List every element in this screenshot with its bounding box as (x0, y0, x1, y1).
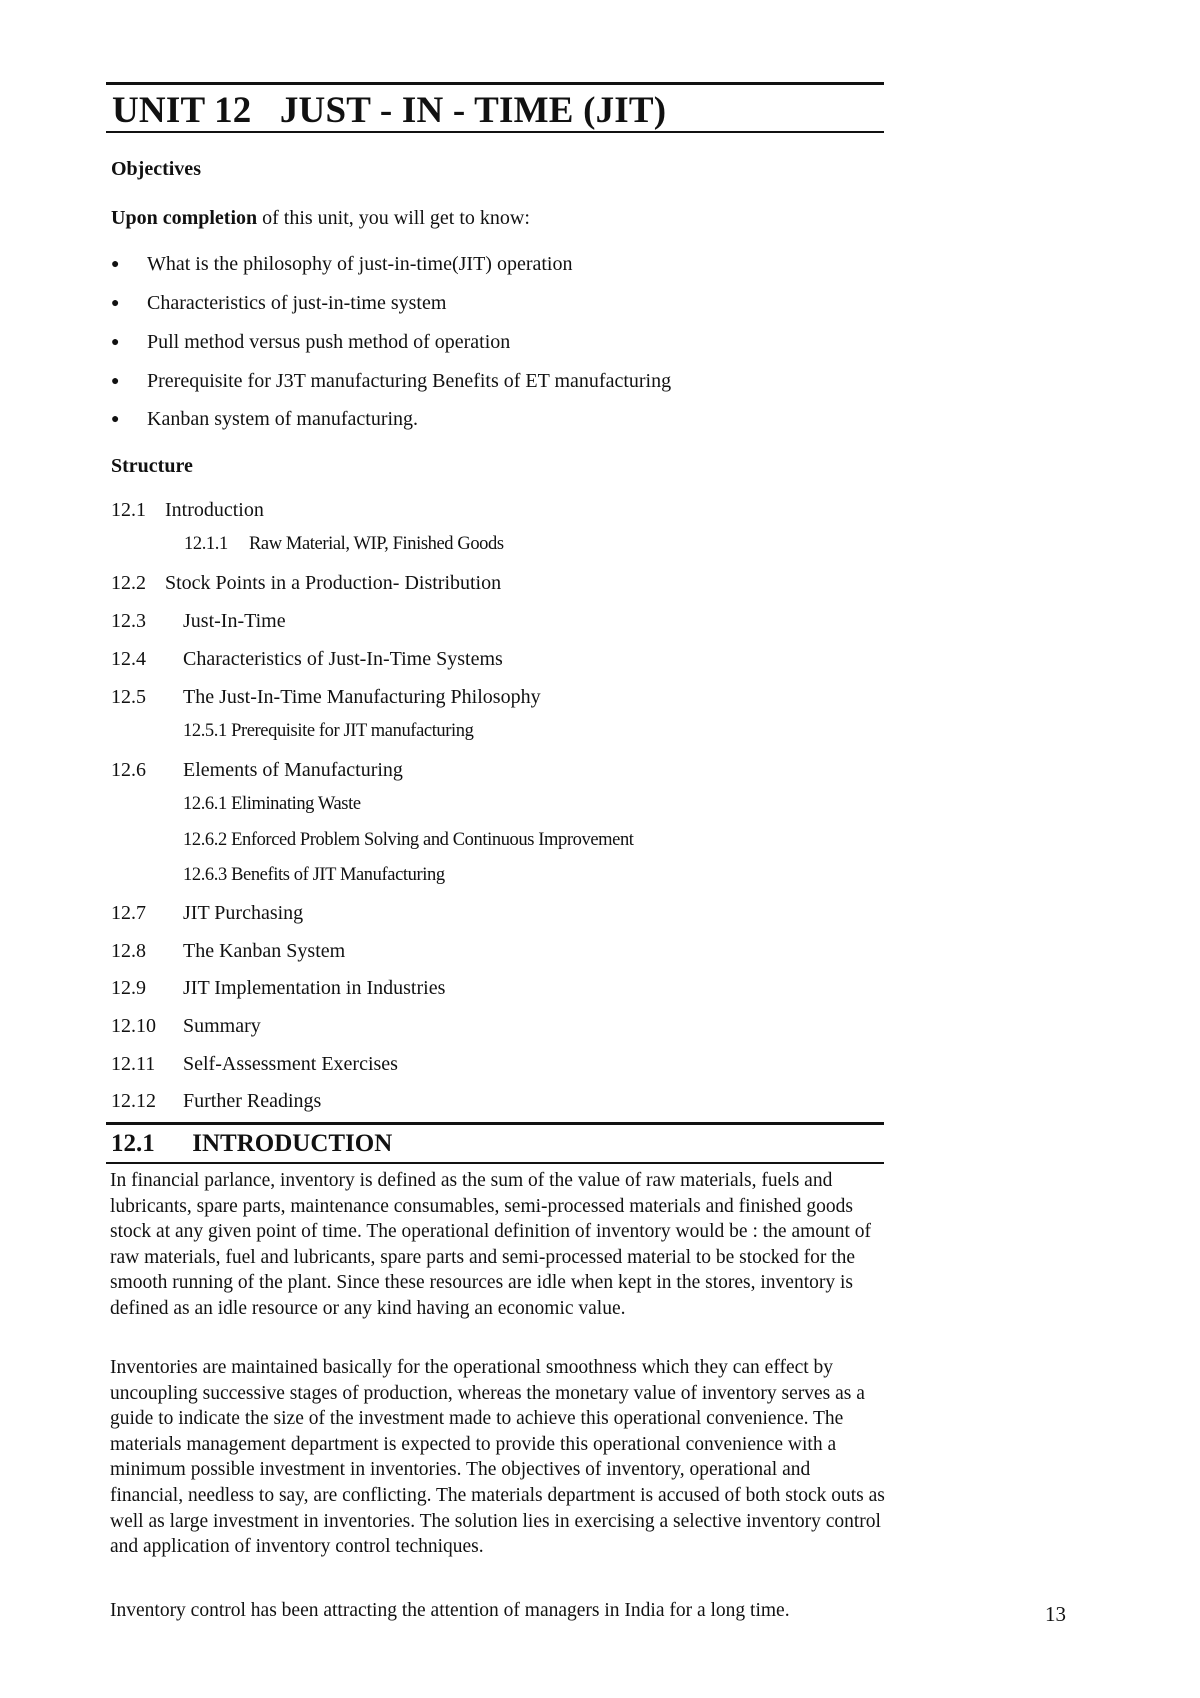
toc-entry (111, 1053, 398, 1076)
toc-subentry: 12.6.1 Eliminating Waste (183, 794, 361, 814)
toc-subentry: 12.6.2 Enforced Problem Solving and Continuous Improvement (183, 830, 634, 850)
toc-number: 12.3 (111, 610, 146, 632)
toc-title: Stock Points in a Production- Distribution (165, 572, 502, 594)
toc-entry (111, 686, 541, 709)
toc-title: Characteristics of Just-In-Time Systems (183, 648, 503, 670)
bullet-icon: ● (111, 257, 120, 272)
structure-heading: Structure (111, 455, 193, 477)
toc-entry (111, 610, 286, 633)
toc-number: 12.9 (111, 977, 146, 999)
bullet-icon: ● (111, 412, 120, 427)
toc-number: 12.11 (111, 1053, 156, 1075)
bullet-icon: ● (111, 335, 120, 350)
unit-title: UNIT 12 JUST - IN - TIME (JIT) (112, 90, 667, 131)
objective-text: Prerequisite for J3T manufacturing Benefits of ET manufacturing (147, 370, 672, 392)
section-bottom-rule (106, 1162, 884, 1164)
toc-title: Elements of Manufacturing (183, 759, 403, 781)
toc-entry (111, 1090, 321, 1113)
toc-title: Self-Assessment Exercises (183, 1053, 398, 1075)
toc-title: Further Readings (183, 1090, 322, 1112)
objective-item (111, 292, 446, 316)
toc-title: JIT Implementation in Industries (183, 977, 446, 999)
toc-title: JIT Purchasing (183, 902, 304, 924)
bullet-icon: ● (111, 374, 120, 389)
objective-item (111, 408, 418, 432)
objective-text: Pull method versus push method of operation (147, 331, 511, 353)
toc-title: Introduction (165, 499, 264, 521)
toc-number: 12.1 (111, 499, 146, 521)
toc-number: 12.7 (111, 902, 146, 924)
objective-text: What is the philosophy of just-in-time(JIT) operation (147, 253, 573, 275)
toc-entry (111, 499, 264, 522)
section-heading: 12.1 INTRODUCTION (111, 1130, 393, 1157)
title-top-rule (106, 82, 884, 85)
body-paragraph: Inventories are maintained basically for the operational smoothness which they can effect by uncoupling successive stages of production, whereas the monetary value of inventory serves as a guide to indicate the size of the investment made to achieve this operational convenience. The materials management department is expected to provide this operational convenience with a minimum possible investment in inventories. The objectives of inventory, operational and financial, needless to say, are conflicting. The materials department is accused of both stock outs as well as large investment in inventories. The solution lies in exercising a selective inventory control and application of inventory control techniques. (110, 1357, 885, 1558)
toc-entry (111, 902, 303, 925)
toc-subentry: 12.1.1 Raw Material, WIP, Finished Goods (184, 534, 504, 554)
toc-subentry: 12.6.3 Benefits of JIT Manufacturing (183, 865, 445, 885)
toc-number: 12.12 (111, 1090, 156, 1112)
toc-entry (111, 977, 445, 1000)
objectives-heading: Objectives (111, 158, 201, 180)
objectives-intro-text: of this unit, you will get to know: (257, 207, 530, 229)
toc-number: 12.10 (111, 1015, 156, 1037)
body-paragraph: Inventory control has been attracting the attention of managers in India for a long time. (110, 1600, 790, 1621)
page-number: 13 (1045, 1602, 1066, 1626)
objective-item (111, 253, 572, 277)
toc-title: Summary (183, 1015, 261, 1037)
toc-entry (111, 759, 403, 782)
title-bottom-rule (106, 131, 884, 133)
objectives-intro-bold: Upon completion (111, 207, 258, 229)
toc-entry (111, 940, 345, 963)
toc-entry (111, 1015, 261, 1038)
toc-subentry: 12.5.1 Prerequisite for JIT manufacturing (183, 721, 474, 741)
toc-number: 12.6 (111, 759, 146, 781)
toc-title: Just-In-Time (183, 610, 286, 632)
objectives-intro (111, 207, 530, 230)
section-top-rule (106, 1122, 884, 1125)
objective-text: Characteristics of just-in-time system (147, 292, 447, 314)
toc-entry (111, 572, 501, 595)
toc-number: 12.8 (111, 940, 146, 962)
toc-entry (111, 648, 503, 671)
toc-title: The Just-In-Time Manufacturing Philosophy (183, 686, 541, 708)
toc-title: The Kanban System (183, 940, 346, 962)
toc-number: 12.5 (111, 686, 146, 708)
bullet-icon: ● (111, 296, 120, 311)
objective-item (111, 370, 671, 394)
toc-number: 12.2 (111, 572, 146, 594)
body-paragraph: In financial parlance, inventory is defined as the sum of the value of raw materials, fuels and lubricants, spare parts, maintenance consumables, semi-processed materials and finished goods stock at any given point of time. The operational definition of inventory would be : the amount of raw materials, fuel and lubricants, spare parts and semi-processed material to be stocked for the smooth running of the plant. Since these resources are idle when kept in the stores, inventory is defined as an idle resource or any kind having an economic value. (110, 1170, 872, 1319)
toc-number: 12.4 (111, 648, 146, 670)
objective-text: Kanban system of manufacturing. (147, 408, 419, 430)
objective-item (111, 331, 510, 355)
